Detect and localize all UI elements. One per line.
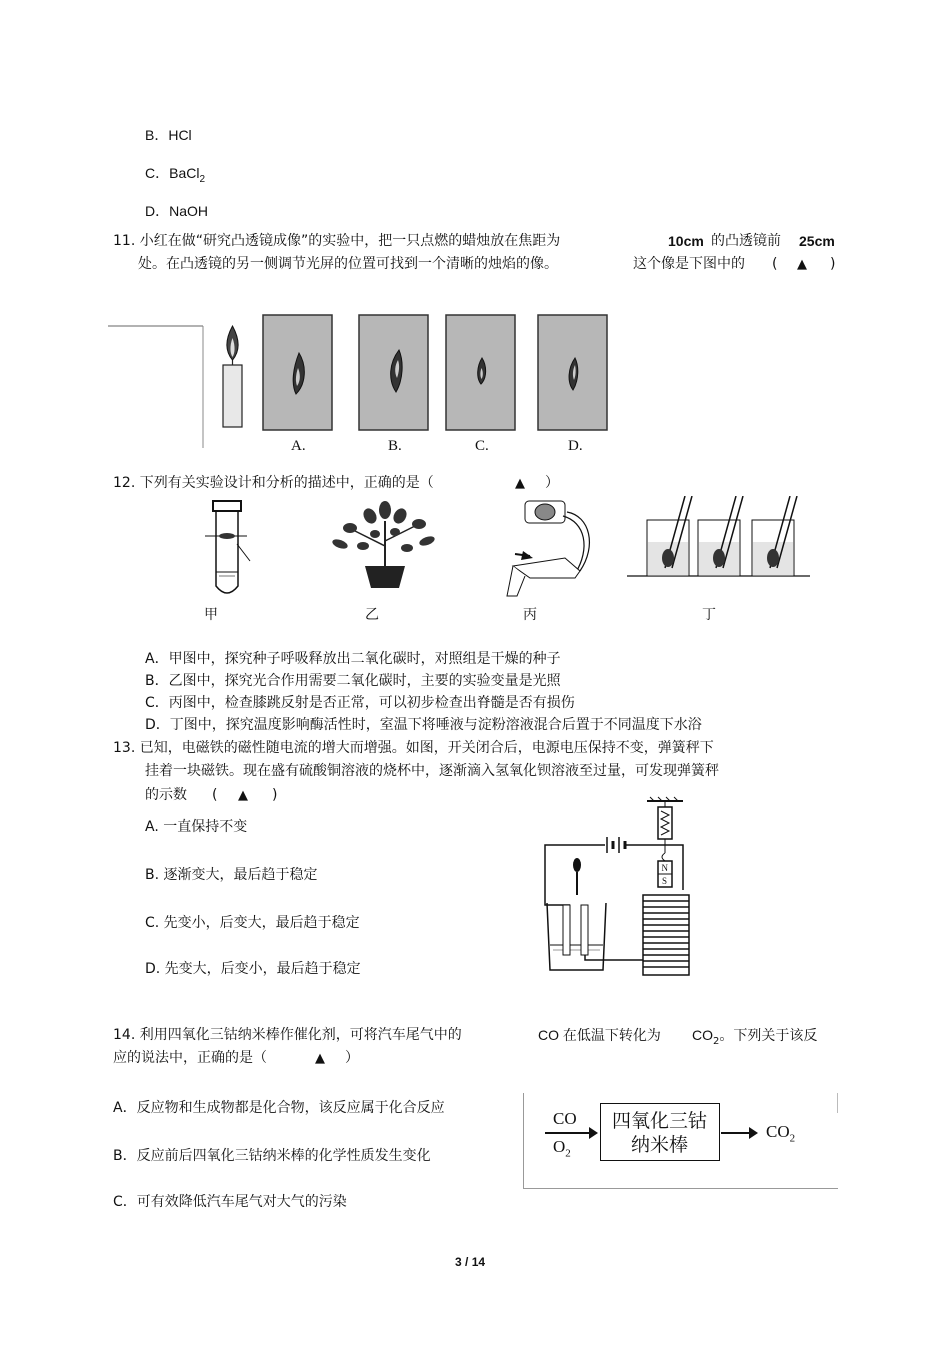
page-separator: / xyxy=(461,1255,472,1269)
page-current: 3 xyxy=(455,1255,462,1269)
q12-option-a: A．甲图中，探究种子呼吸释放出二氧化碳时，对照组是干燥的种子 xyxy=(145,651,561,667)
candle-figure xyxy=(223,326,242,427)
q12-label-yi: 乙 xyxy=(365,607,379,623)
catalyst-name-line1: 四氧化三钴 xyxy=(611,1110,707,1132)
diagram-co2-text: CO xyxy=(766,1122,790,1141)
q14-line2-a: 应的说法中，正确的是（ xyxy=(113,1050,267,1066)
q12-option-d: D．丁图中，探究温度影响酶活性时，室温下将唾液与淀粉溶液混合后置于不同温度下水浴 xyxy=(145,717,702,733)
q13-line2: 挂着一块磁铁。现在盛有硫酸铜溶液的烧杯中，逐渐滴入氢氧化钡溶液至过量，可发现弹簧秤 xyxy=(145,763,719,779)
q14-co2-text: CO xyxy=(692,1027,713,1043)
q14-line1-c xyxy=(692,1026,817,1051)
q14-line1-b: CO 在低温下转化为 xyxy=(538,1027,661,1043)
q13-option-a: A. 一直保持不变 xyxy=(145,819,248,835)
q12-option-b: B．乙图中，探究光合作用需要二氧化碳时，主要的实验变量是光照 xyxy=(145,673,561,689)
q13-option-d: D. 先变大，后变小，最后趋于稳定 xyxy=(145,961,361,977)
q11-label-c: C. xyxy=(475,438,489,454)
q11-line1-c: 的凸透镜前 xyxy=(711,233,781,249)
q11-label-d: D. xyxy=(568,438,583,454)
q14-line1-d: 。下列关于该反 xyxy=(719,1028,818,1044)
q11-line1-b: 10cm xyxy=(668,233,704,249)
q12-stem: 12. 下列有关实验设计和分析的描述中，正确的是（ xyxy=(113,475,434,491)
q10-option-c xyxy=(145,164,205,189)
q11-figure xyxy=(108,308,618,458)
diagram-o-subscript: 2 xyxy=(565,1147,571,1160)
test-tube-figure xyxy=(205,501,250,593)
q13-option-b: B. 逐渐变大，最后趋于稳定 xyxy=(145,867,318,883)
q11-paren-close: ) xyxy=(830,256,836,272)
q14-co2-subscript: 2 xyxy=(713,1035,720,1047)
screen-b xyxy=(359,315,428,430)
q11-line2-b: 这个像是下图中的 xyxy=(633,256,745,272)
diagram-input-co: CO xyxy=(553,1109,577,1128)
q12-paren-close: ） xyxy=(545,475,559,491)
q13-line1: 13. 已知，电磁铁的磁性随电流的增大而增强。如图，开关闭合后，电源电压保持不变，弹簧秤下 xyxy=(113,740,714,756)
q14-blank-mark: ▲ xyxy=(315,1051,325,1066)
q12-label-jia: 甲 xyxy=(204,607,218,623)
knee-reflex-figure xyxy=(507,501,589,596)
page-total: 14 xyxy=(471,1255,486,1269)
diagram-o-text: O xyxy=(553,1137,566,1156)
q11-paren-open: ( xyxy=(772,256,778,272)
screen-a xyxy=(263,315,332,430)
q14-option-a: A．反应物和生成物都是化合物，该反应属于化合反应 xyxy=(113,1100,445,1116)
diagram-output-co2 xyxy=(766,1123,795,1147)
diagram-co2-subscript: 2 xyxy=(789,1132,796,1145)
q14-option-c: C．可有效降低汽车尾气对大气的污染 xyxy=(113,1194,347,1210)
q11-blank-mark: ▲ xyxy=(797,257,807,272)
q10-option-d: D．NaOH xyxy=(145,203,209,219)
q13-option-c: C. 先变小，后变大，最后趋于稳定 xyxy=(145,915,360,931)
screen-d xyxy=(538,315,607,430)
q11-line1-a: 11. 小红在做“研究凸透镜成像”的实验中，把一只点燃的蜡烛放在焦距为 xyxy=(113,233,561,249)
q10-option-c-text: C．BaCl xyxy=(145,165,200,181)
potted-plant-figure xyxy=(331,501,436,588)
magnet-s-label: S xyxy=(662,876,668,886)
q14-line1-a: 14. 利用四氧化三钴纳米棒作催化剂，可将汽车尾气中的 xyxy=(113,1027,462,1043)
q11-label-a: A. xyxy=(291,438,306,454)
q12-label-bing: 丙 xyxy=(523,607,537,623)
q11-line1-d: 25cm xyxy=(799,233,835,249)
q14-option-b: B．反应前后四氧化三钴纳米棒的化学性质发生变化 xyxy=(113,1148,431,1164)
q13-paren-open: ( xyxy=(212,787,218,803)
q14-paren-close: ） xyxy=(345,1050,359,1066)
q11-label-b: B. xyxy=(388,438,402,454)
catalyst-name-line2: 纳米棒 xyxy=(630,1134,688,1156)
q12-blank-mark: ▲ xyxy=(515,476,525,491)
q10-option-c-subscript: 2 xyxy=(199,173,206,185)
q14-reaction-diagram xyxy=(523,1093,838,1189)
q13-blank-mark: ▲ xyxy=(238,788,248,803)
q13-line3: 的示数 xyxy=(145,787,187,803)
diagram-input-o2 xyxy=(553,1138,571,1162)
page-number xyxy=(455,1253,485,1271)
beakers-figure xyxy=(627,496,810,576)
q11-line2-a: 处。在凸透镜的另一侧调节光屏的位置可找到一个清晰的烛焰的像。 xyxy=(138,256,558,272)
screen-c xyxy=(446,315,515,430)
q12-figures xyxy=(195,496,815,604)
q12-option-c: C．丙图中，检查膝跳反射是否正常，可以初步检查出脊髓是否有损伤 xyxy=(145,695,575,711)
q10-option-b: B．HCl xyxy=(145,127,192,143)
q13-circuit-figure xyxy=(535,795,735,980)
q13-paren-close: ) xyxy=(272,787,278,803)
catalyst-box xyxy=(600,1103,720,1161)
magnet-n-label: N xyxy=(661,863,668,873)
q12-label-ding: 丁 xyxy=(702,607,716,623)
